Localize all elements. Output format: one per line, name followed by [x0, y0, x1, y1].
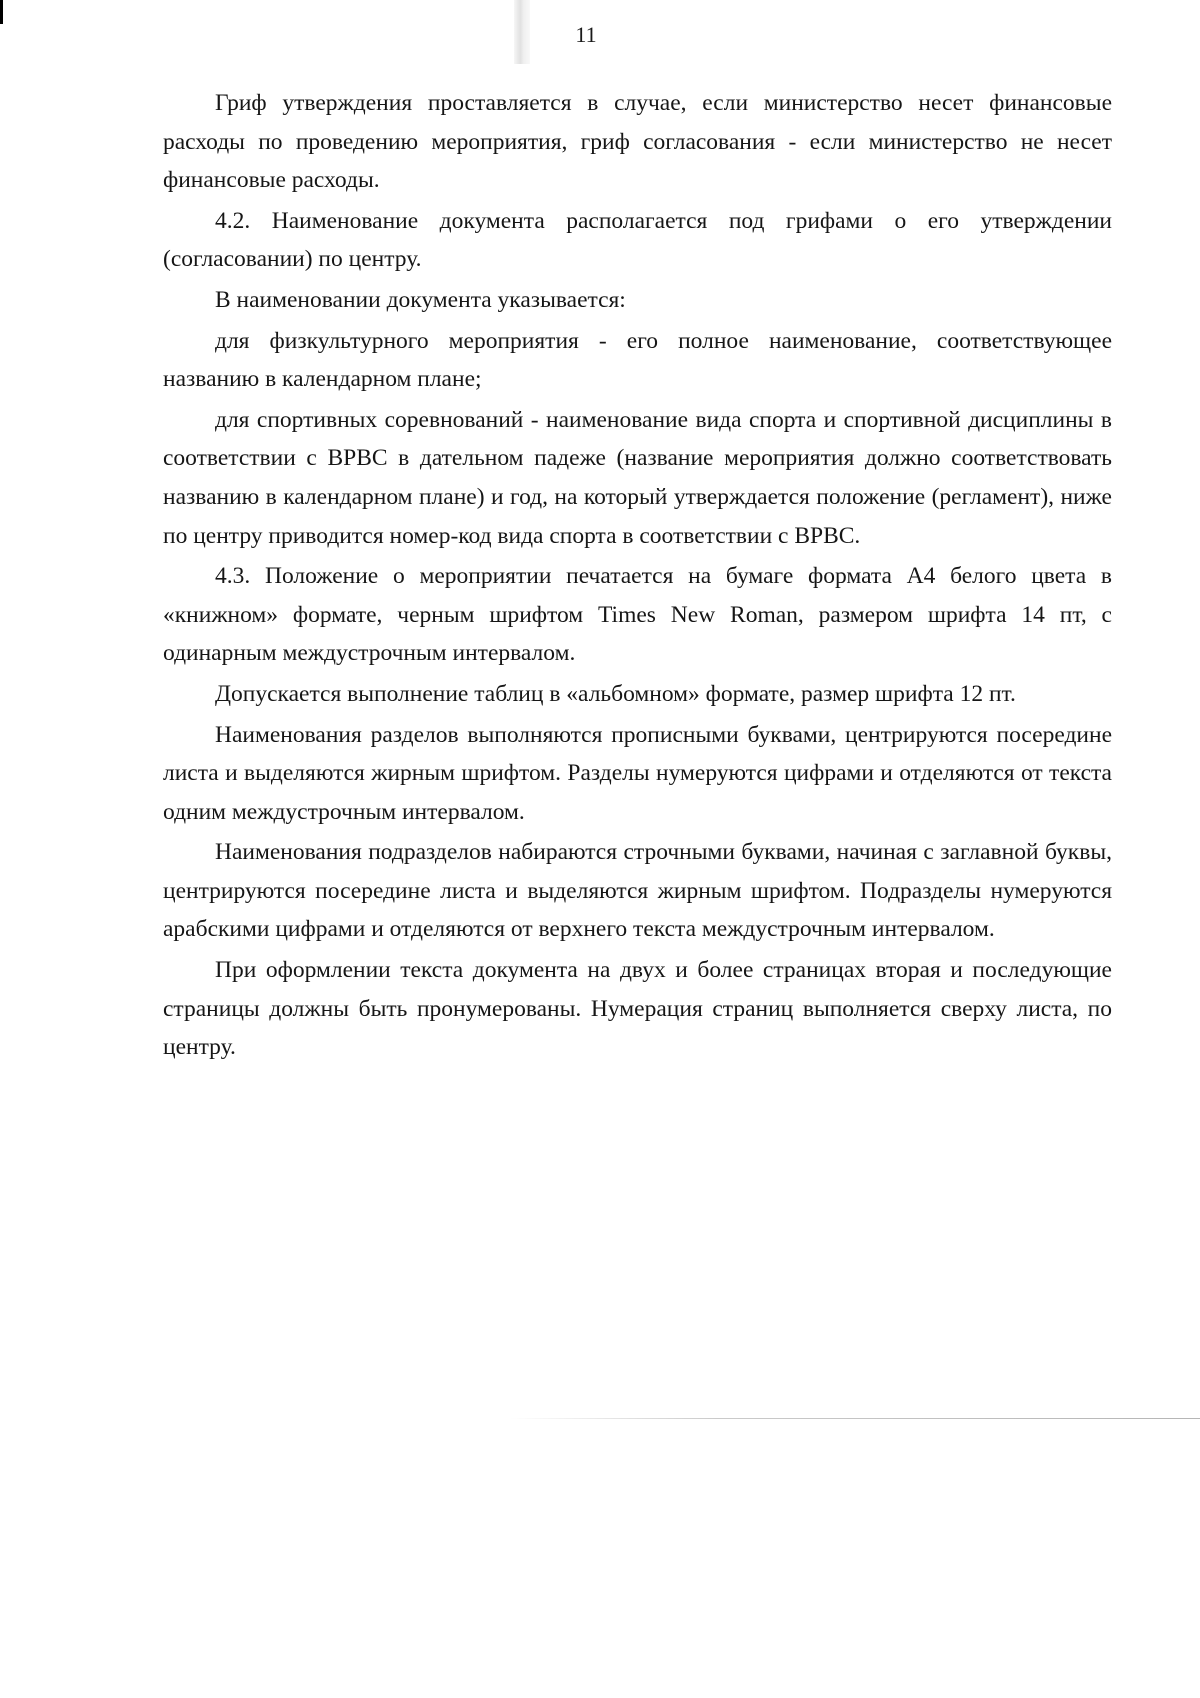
- paragraph-4-2: 4.2. Наименование документа располагается под грифами о его утверждении (согласовании) по центру.: [163, 207, 1112, 273]
- paragraph-section-names: Наименования разделов выполняются прописными буквами, центрируются посередине листа и выделяются жирным шрифтом. Разделы нумеруются цифрами и отделяются от текста одним междустрочным интервалом.: [163, 721, 1112, 825]
- paragraph-tables: Допускается выполнение таблиц в «альбомном» формате, размер шрифта 12 пт.: [215, 680, 1016, 707]
- paragraph-4-3: 4.3. Положение о мероприятии печатается на бумаге формата А4 белого цвета в «книжном» формате, черным шрифтом Times New Roman, размером шрифта 14 пт, с одинарным междустрочным интервалом.: [163, 563, 1112, 667]
- page-number: 11: [575, 22, 597, 47]
- scan-artifact-line: [510, 1418, 1200, 1419]
- paragraph-sports-event: для физкультурного мероприятия - его полное наименование, соответствующее названию в календарном плане;: [163, 327, 1112, 393]
- paragraph-title-contents: В наименовании документа указывается:: [215, 286, 626, 313]
- paragraph-competitions: для спортивных соревнований - наименование вида спорта и спортивной дисциплины в соответствии с ВРВС в дательном падеже (название мероприятия должно соответствовать названию в календарном плане) и год, на который утверждается положение (регламент), ниже по центру приводится номер-код вида спорта в соответствии с ВРВС.: [163, 406, 1112, 549]
- document-body: [163, 84, 1112, 1069]
- paragraph-approval-stamp: Гриф утверждения проставляется в случае, если министерство несет финансовые расходы по проведению мероприятия, гриф согласования - если министерство не несет финансовые расходы.: [163, 90, 1112, 194]
- paragraph-page-numbering: При оформлении текста документа на двух и более страницах вторая и последующие страницы должны быть пронумерованы. Нумерация страниц выполняется сверху листа, по центру.: [163, 957, 1112, 1061]
- paragraph-subsection-names: Наименования подразделов набираются строчными буквами, начиная с заглавной буквы, центрируются посередине листа и выделяются жирным шрифтом. Подразделы нумеруются арабскими цифрами и отделяются от верхнего текста междустрочным интервалом.: [163, 839, 1112, 943]
- scan-edge-mark: [0, 0, 3, 24]
